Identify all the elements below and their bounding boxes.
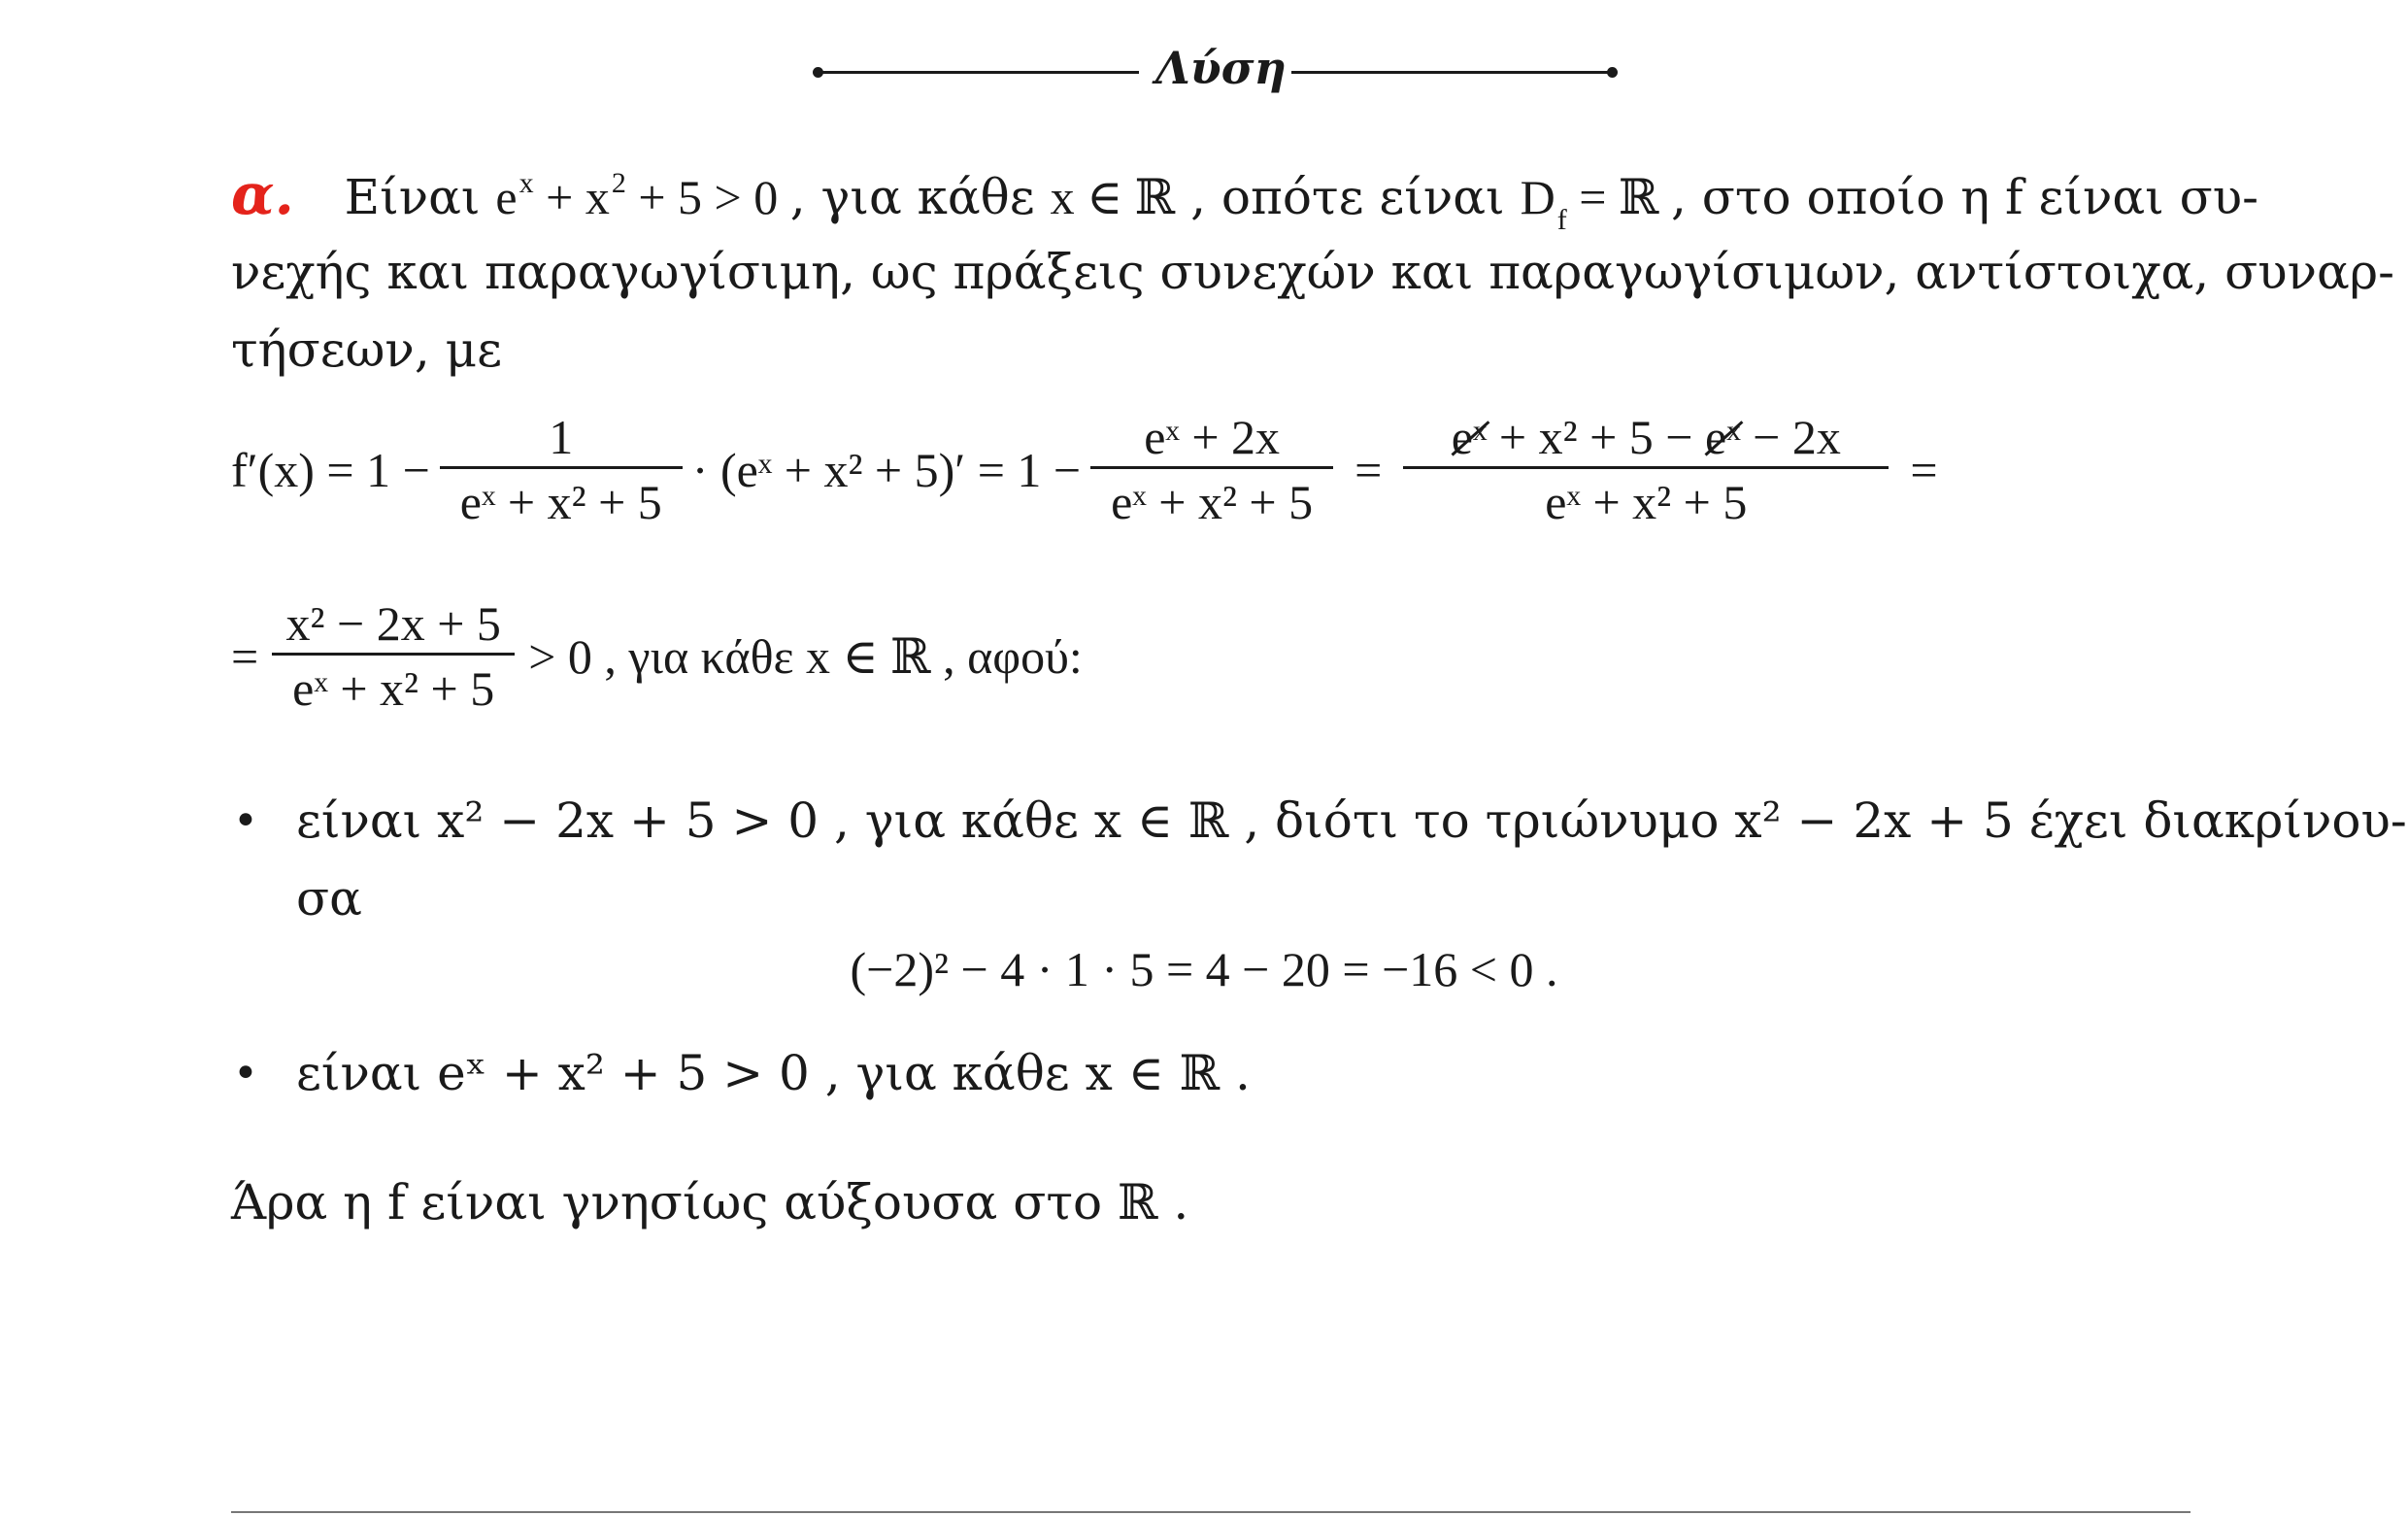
line1-end: , στο οποίο η f είναι συ- <box>1670 169 2259 225</box>
fraction-2 <box>1090 408 1333 531</box>
equals-2: = <box>1910 442 1938 497</box>
line1-mid: , για κάθε <box>789 169 1035 225</box>
header-rule-left <box>819 71 1139 74</box>
part-a-line-2: νεχής και παραγωγίσιμη, ως πράξεις συνεχών και παραγωγίσιμων, αντίστοιχα, συναρ- <box>231 244 2395 300</box>
result-equation <box>231 594 1083 718</box>
fraction-3-numerator: eˣ + x² + 5 − eˣ − 2x <box>1451 410 1841 464</box>
fraction-3 <box>1403 408 1889 531</box>
footer-rule <box>231 1511 2191 1513</box>
part-a-label: α. <box>231 161 294 227</box>
fraction-2-denominator: eˣ + x² + 5 <box>1090 466 1333 531</box>
fraction-2-numerator: eˣ + 2x <box>1144 410 1281 464</box>
line1-prefix: Είναι <box>344 169 481 225</box>
cancelled-term-2: eˣ <box>1705 410 1741 464</box>
x-in-reals: x ∈ ℝ <box>1050 170 1176 224</box>
header-title: Λύση <box>1155 42 1287 94</box>
domain-expression: $D_f$ = ℝ <box>1520 170 1659 236</box>
result-fraction <box>272 594 515 718</box>
bullet-2-marker: • <box>233 1049 258 1098</box>
header-dot-left <box>813 67 823 78</box>
conclusion: Άρα η f είναι γνησίως αύξουσα στο ℝ . <box>231 1174 1189 1230</box>
bullet-1-marker: • <box>233 796 258 846</box>
equals-1: = <box>1354 442 1383 497</box>
line1-after: , οπότε είναι <box>1190 169 1505 225</box>
header-rule-right <box>1291 71 1612 74</box>
part-a-line-1 <box>231 161 2259 236</box>
positivity-expression: $e^x + x^2 + 5 > 0$ <box>495 167 779 224</box>
fraction-1-denominator: eˣ + x² + 5 <box>440 466 683 531</box>
part-a-line-3: τήσεων, με <box>231 321 503 378</box>
derivative-equation <box>231 408 1938 531</box>
bullet-1-line-2: σα <box>296 870 362 926</box>
result-denominator: eˣ + x² + 5 <box>272 653 515 718</box>
fraction-1-numerator: 1 <box>549 410 574 464</box>
header-dot-right <box>1607 67 1618 78</box>
fraction-3-denominator: eˣ + x² + 5 <box>1403 466 1889 531</box>
derivative-mid: · (eˣ + x² + 5)′ = 1 − <box>691 442 1082 497</box>
fraction-1 <box>440 408 683 531</box>
derivative-lhs: f′(x) = 1 − <box>231 442 430 497</box>
cancelled-term-1: eˣ <box>1451 410 1488 464</box>
bullet-2-line-1: είναι eˣ + x² + 5 > 0 , για κάθε x ∈ ℝ . <box>296 1045 1251 1101</box>
discriminant-equation: (−2)² − 4 · 1 · 5 = 4 − 20 = −16 < 0 . <box>850 942 1558 996</box>
result-numerator: x² − 2x + 5 <box>285 596 501 651</box>
result-tail: > 0 , για κάθε x ∈ ℝ , αφού: <box>528 628 1083 684</box>
bullet-1-line-1: είναι x² − 2x + 5 > 0 , για κάθε x ∈ ℝ , διότι το τριώνυμο x² − 2x + 5 έχει διακρίνου- <box>296 792 2407 849</box>
result-equals: = <box>231 628 259 684</box>
